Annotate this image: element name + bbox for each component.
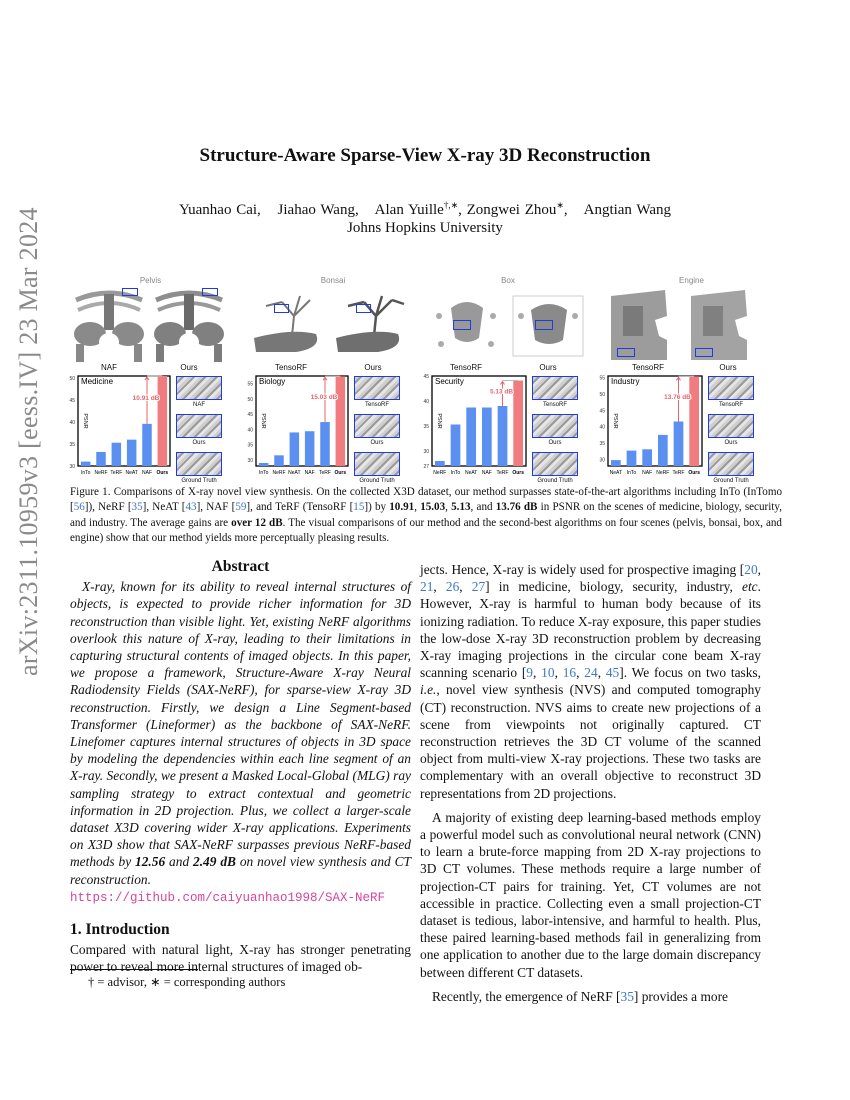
section-heading: 1. Introduction — [70, 921, 170, 939]
citation-link[interactable]: 26 — [445, 579, 460, 595]
patches-biology — [354, 376, 400, 490]
chart-title: Security — [435, 377, 464, 386]
scene-title: Bonsai — [320, 276, 346, 285]
scene-bonsai — [248, 272, 418, 372]
citation-link[interactable]: 20 — [744, 562, 758, 577]
bar-chart — [62, 372, 172, 476]
highlight-box — [453, 320, 471, 330]
x-tick-label: Ours — [688, 470, 701, 476]
bar — [611, 460, 621, 466]
bar — [320, 422, 330, 466]
gain-annotation: 15.03 dB — [310, 394, 338, 402]
gain-annotation: 13.76 dB — [664, 393, 691, 401]
author: Zongwei Zhou — [466, 202, 557, 218]
chart-security — [416, 372, 528, 476]
chart-biology — [240, 372, 350, 476]
plot-frame — [78, 376, 170, 466]
citation-link[interactable]: 15 — [353, 501, 365, 514]
x-tick-label: NeAT — [464, 470, 478, 476]
y-axis-label: PSNR — [436, 413, 442, 429]
x-tick-label: NeRF — [94, 470, 108, 476]
figure-scenes — [68, 272, 780, 372]
x-tick-label: NeRF — [656, 470, 670, 476]
bar-chart — [416, 372, 528, 476]
patch-label: TensoRF — [364, 402, 389, 408]
y-tick-label: 45 — [423, 374, 429, 380]
x-tick-label: InTo — [80, 470, 91, 476]
image-label: Ours — [719, 363, 737, 372]
x-tick-label: InTo — [450, 470, 461, 476]
y-tick-label: 35 — [599, 441, 605, 448]
scene-title: Engine — [679, 276, 704, 285]
footnote-divider — [70, 969, 198, 970]
patch-label: TensoRF — [718, 402, 743, 408]
y-tick-label: 30 — [423, 449, 429, 455]
x-tick-label: NeAT — [609, 470, 623, 476]
y-tick-label: 40 — [599, 424, 605, 431]
x-tick-label: Ours — [156, 470, 169, 476]
zoom-patch — [176, 452, 222, 476]
bonsai-tensorf-image — [252, 286, 330, 362]
citation-link[interactable]: 59 — [235, 501, 247, 514]
image-label: Ours — [180, 363, 198, 372]
y-tick-label: 45 — [599, 408, 605, 415]
y-tick-label: 35 — [423, 424, 429, 430]
bar — [642, 449, 652, 466]
image-label: TensoRF — [631, 363, 664, 372]
x-tick-label: InTo — [258, 470, 269, 476]
bar — [127, 440, 137, 466]
y-tick-label: 30 — [247, 457, 253, 464]
plot-frame — [256, 376, 348, 466]
scene-title: Pelvis — [139, 276, 162, 285]
image-label: NAF — [101, 363, 117, 372]
bar-chart — [240, 372, 350, 476]
citation-link[interactable]: 21 — [420, 579, 434, 595]
bar — [674, 421, 684, 466]
bar — [482, 408, 492, 467]
x-tick-label: NAF — [481, 470, 492, 476]
x-tick-label: InTo — [626, 470, 637, 476]
bar — [658, 435, 668, 466]
x-tick-label: NAF — [304, 470, 315, 476]
scene-title: Box — [501, 276, 515, 285]
citation-link[interactable]: 45 — [605, 665, 620, 681]
bar-ours — [158, 376, 168, 466]
patch-label: TensoRF — [542, 402, 567, 408]
y-tick-label: 50 — [69, 376, 75, 383]
scene-pelvis — [68, 272, 233, 372]
zoom-patch — [708, 414, 754, 438]
highlight-box — [617, 348, 635, 357]
zoom-patch — [532, 414, 578, 438]
patches-security — [532, 376, 578, 490]
y-tick-label: 50 — [247, 396, 253, 403]
bar-ours — [689, 376, 699, 466]
highlight-box — [356, 304, 371, 313]
y-axis-label: PSNR — [82, 413, 88, 429]
intro-paragraph: Compared with natural light, X-ray has stronger penetrating power to reveal more internal structures of imaged ob- — [70, 942, 411, 975]
y-tick-label: 35 — [69, 442, 75, 449]
patches-medicine — [176, 376, 222, 490]
patches-industry — [708, 376, 754, 490]
intro-paragraph: Recently, the emergence of NeRF [35] provides a more — [432, 988, 728, 1004]
citation-link[interactable]: 24 — [584, 665, 598, 681]
arxiv-stamp: arXiv:2311.10959v3 [eess.IV] 23 Mar 2024 — [14, 207, 43, 676]
affiliation: Johns Hopkins University — [347, 220, 503, 236]
zoom-patch — [532, 376, 578, 400]
plot-frame — [608, 376, 702, 466]
x-tick-label: NeAT — [288, 470, 301, 476]
bar — [81, 462, 91, 466]
y-tick-label: 40 — [69, 420, 75, 427]
x-tick-label: TeRF — [319, 470, 331, 476]
patch-label: Ours — [192, 440, 206, 446]
author-list: Yuanhao Cai, Jiahao Wang, Alan Yuille†,∗, Zongwei Zhou∗, Angtian Wang — [178, 200, 672, 218]
y-tick-label: 40 — [423, 399, 429, 405]
bar — [112, 443, 122, 466]
left-column — [70, 558, 411, 983]
intro-paragraph: A majority of existing deep learning-based methods employ a powerful model such as convolutional neural network (CNN) to learn a brute-force mapping from 2D X-ray projections to 3D CT volumes. These methods require a large number of projection-CT pairs for training. Yet, CT volumes are not accessible in practice. Collecting even a small projection-CT dataset is tedious, labor-intensive, and harmful to health. Plus, these paired learning-based methods fail in generalizing from one application to another due to the large domain discrepancy between different CT datasets. — [420, 809, 761, 980]
bar — [259, 463, 269, 466]
right-column — [420, 561, 761, 1012]
figure-caption: Figure 1. Comparisons of X-ray novel view synthesis. On the collected X3D dataset, our method surpasses state-of-the-art algorithms including InTo (InTomo [56]), NeRF [35], NeAT [43], NAF [59], and TeRF (TensoRF [15]) by 10.91, 15.03, 5.13, and 13.76 dB in PSNR on the scenes of medicine, biology, security, and industry. The average gains are over 12 dB. The visual comparisons of our method and the second-best algorithms on four scenes (pelvis, bonsai, box, and engine) show that our method yields more perceptually pleasing results. — [70, 486, 782, 545]
bar — [96, 452, 106, 466]
highlight-box — [274, 304, 289, 313]
chart-title: Medicine — [81, 377, 114, 386]
citation-link[interactable]: 56 — [73, 501, 85, 514]
gain-annotation: 5.13 dB — [489, 388, 514, 396]
y-tick-label: 30 — [69, 464, 75, 470]
zoom-patch — [354, 376, 400, 400]
bar-chart — [592, 372, 704, 476]
bar — [627, 451, 637, 466]
patch-label: Ours — [724, 440, 738, 446]
zoom-patch — [708, 452, 754, 476]
citation-link[interactable]: 9 — [526, 665, 533, 681]
y-tick-label: 35 — [247, 442, 253, 449]
image-label: TensoRF — [449, 363, 482, 372]
abstract-text: X-ray, known for its ability to reveal internal structures of objects, is expected to provide richer information for 3D reconstruction than visible light. Yet, existing NeRF algorithms overlook this nature of X-ray, leading to their limitations in capturing structural contents of imaged objects. In this paper, we propose a framework, Structure-Aware X-ray Neural Radiodensity Fields (SAX-NeRF), for sparse-view X-ray 3D reconstruction. Firstly, we design a Line Segment-based Transformer (Lineformer) as the backbone of SAX-NeRF. Linefomer captures internal structures of objects in 3D space by modeling the dependencies within each line segment of an X-ray. Secondly, we present a Masked Local-Global (MLG) ray sampling strategy to extract contextual and geometric information in 2D projection. Plus, we collect a larger-scale dataset X3D covering wider X-ray applications. Experiments on X3D show that SAX-NeRF surpasses previous NeRF-based methods by 12.56 and 2.49 dB on novel view synthesis and CT reconstruction. https://github.com/caiyuanhao1998/SAX-NeRF — [70, 579, 411, 905]
bonsai-ours-image — [334, 286, 412, 362]
y-axis-label: PSNR — [612, 413, 618, 429]
footnote: † = advisor, ∗ = corresponding authors — [88, 975, 286, 989]
bar — [274, 455, 284, 466]
intro-paragraph: jects. Hence, X-ray is widely used for prospective imaging [20, 21, 26, 27] in medicine, biology, security, industry, etc. However, X-ray is harmful to human body because of its ionizing radiation. To reduce X-ray exposure, this paper studies the low-dose X-ray 3D reconstruction problem by decreasing X-ray imaging projections in the circular cone beam X-ray scanning scenario [9, 10, 16, 24, 45]. We focus on two tasks, i.e., novel view synthesis (NVS) and computed tomography (CT) reconstruction. NVS aims to create new projections of a scene from viewpoints not originally captured. CT reconstruction retrieves the 3D CT volume of the scanned object from multi-view X-ray projections. These two tasks are complementary with an overall objective to reconstruct 3D representations from 2D projections. — [420, 562, 761, 801]
patch-label: NAF — [193, 402, 205, 408]
chart-medicine — [62, 372, 172, 476]
pelvis-naf-image — [70, 286, 148, 362]
highlight-box — [695, 348, 713, 357]
author: Yuanhao Cai — [178, 202, 258, 218]
x-tick-label: TeRF — [110, 470, 123, 476]
zoom-patch — [354, 452, 400, 476]
paper-title: Structure-Aware Sparse-View X-ray 3D Reconstruction — [199, 145, 651, 166]
chart-title: Industry — [611, 377, 640, 386]
x-tick-label: NeRF — [433, 470, 447, 476]
image-label: TensoRF — [274, 363, 307, 372]
chart-industry — [592, 372, 704, 476]
patch-label: Ours — [548, 440, 562, 446]
y-tick-label: 27 — [423, 464, 429, 470]
y-tick-label: 30 — [599, 457, 605, 464]
scene-engine — [603, 272, 780, 372]
pelvis-ours-image — [150, 286, 228, 362]
y-tick-label: 45 — [247, 412, 253, 419]
x-tick-label: Ours — [334, 470, 347, 476]
citation-link[interactable]: 10 — [541, 665, 555, 681]
author-mark: ∗ — [556, 200, 564, 210]
highlight-box — [202, 288, 218, 296]
patch-label: Ground Truth — [537, 478, 573, 484]
citation-link[interactable]: 35 — [131, 501, 143, 514]
image-label: Ours — [364, 363, 382, 372]
author: Alan Yuille — [374, 202, 444, 218]
abstract-heading: Abstract — [211, 558, 270, 575]
bar-ours — [513, 381, 523, 467]
bar-ours — [336, 376, 346, 466]
patch-label: Ours — [370, 440, 384, 446]
citation-link[interactable]: 43 — [185, 501, 197, 514]
bar — [435, 461, 445, 466]
author: Angtian Wang — [583, 202, 672, 218]
zoom-patch — [708, 376, 754, 400]
y-tick-label: 40 — [247, 427, 253, 434]
x-tick-label: Ours — [512, 470, 525, 476]
bar — [142, 424, 152, 466]
y-tick-label: 45 — [69, 398, 75, 405]
patch-label: Ground Truth — [359, 478, 395, 484]
patch-label: Ground Truth — [181, 478, 217, 484]
chart-title: Biology — [259, 377, 286, 386]
bar — [498, 406, 508, 466]
y-tick-label: 55 — [247, 381, 253, 388]
highlight-box — [122, 288, 138, 296]
x-tick-label: NeAT — [125, 470, 138, 476]
citation-link[interactable]: 16 — [562, 665, 577, 681]
x-tick-label: TeRF — [496, 470, 509, 476]
author: Jiahao Wang — [277, 202, 355, 218]
zoom-patch — [532, 452, 578, 476]
bar — [290, 432, 300, 466]
bar — [466, 408, 476, 467]
zoom-patch — [354, 414, 400, 438]
github-link[interactable]: https://github.com/caiyuanhao1998/SAX-NeRF — [70, 890, 386, 905]
author-mark: †,∗ — [443, 200, 459, 210]
patch-label: Ground Truth — [713, 478, 749, 484]
gain-annotation: 10.91 dB — [132, 394, 160, 402]
y-tick-label: 50 — [599, 392, 605, 398]
scene-box — [423, 272, 593, 372]
bar — [305, 431, 315, 466]
zoom-patch — [176, 414, 222, 438]
image-label: Ours — [539, 363, 557, 372]
y-tick-label: 55 — [599, 375, 605, 382]
citation-link[interactable]: 35 — [620, 988, 634, 1004]
x-tick-label: TeRF — [672, 470, 685, 476]
zoom-patch — [176, 376, 222, 400]
x-tick-label: NeRF — [272, 470, 286, 476]
x-tick-label: NAF — [142, 470, 152, 476]
highlight-box — [535, 320, 553, 330]
bar — [451, 425, 461, 467]
x-tick-label: NAF — [642, 470, 653, 476]
citation-link[interactable]: 27 — [471, 579, 486, 595]
y-axis-label: PSNR — [260, 413, 266, 429]
